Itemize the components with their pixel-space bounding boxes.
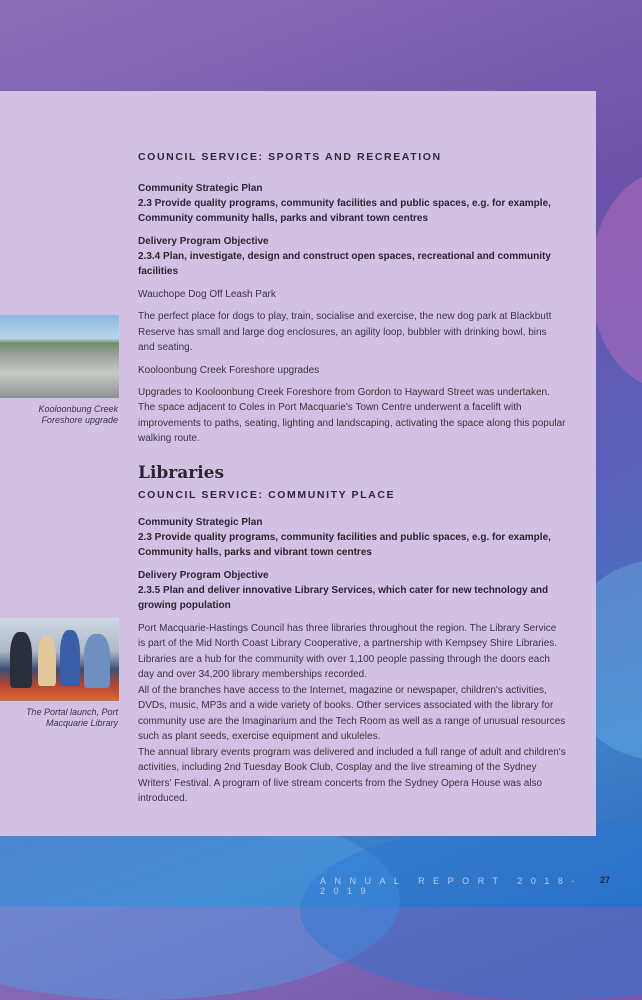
service-heading: COUNCIL SERVICE: COMMUNITY PLACE [138,488,396,501]
item-title: Kooloonbung Creek Foreshore upgrades [138,364,320,376]
paragraph: Libraries are a hub for the community with over 1,100 people passing through the doors each day and over 34,200 library memberships recorded. [138,653,550,680]
foreshore-photo-caption: Kooloonbung Creek Foreshore upgrade [38,404,118,425]
paragraph: The annual library events program was delivered and included a full range of adult and children's activities, including 2nd Tuesday Book Club, Cosplay and the live streaming of the Sydney Writers' Festival. A program of live stream concerts from the Sydney Opera House was also introduced. [138,746,566,804]
paragraph: All of the branches have access to the Internet, magazine or newspaper, children's activities, DVDs, music, MP3s and a wide variety of books. Other services associated with the library for community use are the Imaginarium and the Tech Room as well as a range of unusual resources such as plant seeds, exercise equipment and ukuleles. [138,684,566,742]
main-content [138,151,566,807]
library-photo-caption: The Portal launch, Port Macquarie Library [25,707,118,728]
item-text: The perfect place for dogs to play, train, socialise and exercise, the new dog park at Blackbutt Reserve has small and large dog enclosures, an agility loop, bubbler with drinking bowl, bins and seating. [138,311,552,353]
service-heading: COUNCIL SERVICE: SPORTS AND RECREATION [138,151,442,163]
objective-text: 2.3.5 Plan and deliver innovative Library Services, which cater for new technology and growing population [138,584,549,611]
item-title: Wauchope Dog Off Leash Park [138,289,276,300]
item-text: Upgrades to Kooloonbung Creek Foreshore from Gordon to Hayward Street was undertaken. The space adjacent to Coles in Port Macquarie's Town Centre underwent a facelift with improvements to paths, seating, lighting and landscaping, activating the space along this popular walking route. [138,386,566,444]
section-heading: Libraries [138,462,225,483]
paragraph: Port Macquarie-Hastings Council has three libraries throughout the region. The Library Service is part of the Mid North Coast Library Cooperative, a partnership with Kempsey Shire Libraries. [138,622,558,649]
library-launch-photo [0,618,119,701]
objective-text: 2.3.4 Plan, investigate, design and construct open spaces, recreational and community facilities [138,251,551,277]
strategic-plan-text: 2.3 Provide quality programs, community facilities and public spaces, e.g. for example, Community halls, parks and vibrant town centres [138,531,551,558]
strategic-plan-label: Community Strategic Plan [138,183,263,194]
foreshore-photo [0,315,119,398]
objective-label: Delivery Program Objective [138,569,269,581]
content-panel [0,91,596,836]
strategic-plan-label: Community Strategic Plan [138,516,263,528]
background-shape [590,170,642,390]
strategic-plan-text: 2.3 Provide quality programs, community facilities and public spaces, e.g. for example, Community community halls, parks and vibrant town centres [138,198,551,224]
objective-label: Delivery Program Objective [138,236,269,247]
page-number: 27 [600,875,611,885]
report-title: ANNUAL REPORT 2018-2019 [320,876,583,896]
